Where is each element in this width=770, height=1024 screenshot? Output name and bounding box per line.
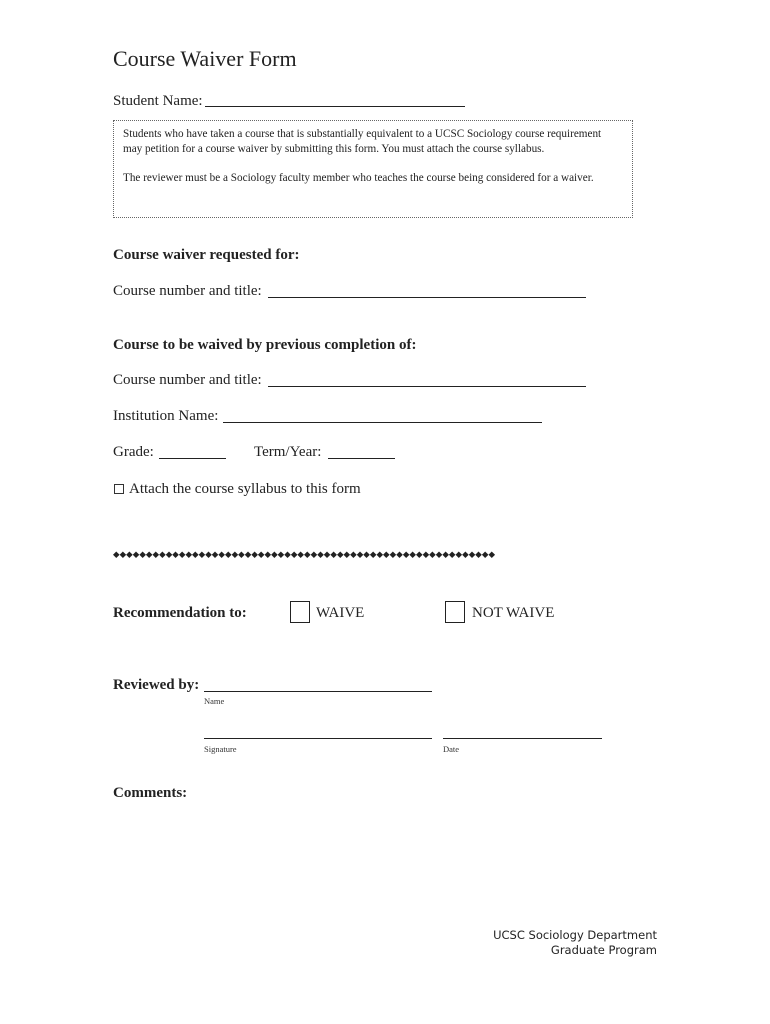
institution-field[interactable] <box>223 422 542 423</box>
institution-label: Institution Name: <box>113 408 219 424</box>
signature-field[interactable] <box>204 738 432 739</box>
attach-syllabus-label: Attach the course syllabus to this form <box>129 481 361 497</box>
comments-label: Comments: <box>113 785 188 801</box>
term-year-label: Term/Year: <box>254 444 322 460</box>
student-name-field[interactable] <box>205 106 465 107</box>
footer-program: Graduate Program <box>550 943 657 957</box>
not-waive-checkbox[interactable] <box>445 601 465 623</box>
waive-checkbox[interactable] <box>290 601 310 623</box>
requested-course-field[interactable] <box>268 297 586 298</box>
signature-caption: Signature <box>204 744 237 754</box>
date-field[interactable] <box>443 738 602 739</box>
form-title: Course Waiver Form <box>113 46 297 71</box>
diamond-divider: ◆◆◆◆◆◆◆◆◆◆◆◆◆◆◆◆◆◆◆◆◆◆◆◆◆◆◆◆◆◆◆◆◆◆◆◆◆◆◆◆◆◆◆◆◆◆◆◆◆◆◆◆◆◆◆◆◆◆ <box>113 550 496 560</box>
reviewed-by-label: Reviewed by: <box>113 677 200 693</box>
previous-course-field[interactable] <box>268 386 586 387</box>
grade-field[interactable] <box>159 458 226 459</box>
student-name-label: Student Name: <box>113 93 203 109</box>
attach-syllabus-checkbox[interactable] <box>114 484 124 494</box>
previous-heading: Course to be waived by previous completion of: <box>113 337 417 353</box>
term-year-field[interactable] <box>328 458 395 459</box>
recommendation-label: Recommendation to: <box>113 605 247 621</box>
waive-label: WAIVE <box>316 605 365 621</box>
instructions-paragraph-2: The reviewer must be a Sociology faculty member who teaches the course being considered for a waiver. <box>123 172 594 184</box>
date-caption: Date <box>443 744 460 754</box>
grade-label: Grade: <box>113 444 154 460</box>
previous-course-label: Course number and title: <box>113 372 262 388</box>
attach-syllabus-row[interactable] <box>114 481 361 498</box>
not-waive-label: NOT WAIVE <box>472 605 555 621</box>
requested-course-label: Course number and title: <box>113 283 262 299</box>
reviewer-name-field[interactable] <box>204 691 432 692</box>
footer <box>493 928 657 958</box>
requested-heading: Course waiver requested for: <box>113 247 300 263</box>
footer-department: UCSC Sociology Department <box>493 928 657 942</box>
name-caption: Name <box>204 696 225 706</box>
instructions-box <box>113 120 633 218</box>
instructions-paragraph-1: Students who have taken a course that is substantially equivalent to a UCSC Sociology course requirement may petition for a course waiver by submitting this form. You must attach the course syllabus. <box>123 128 602 155</box>
